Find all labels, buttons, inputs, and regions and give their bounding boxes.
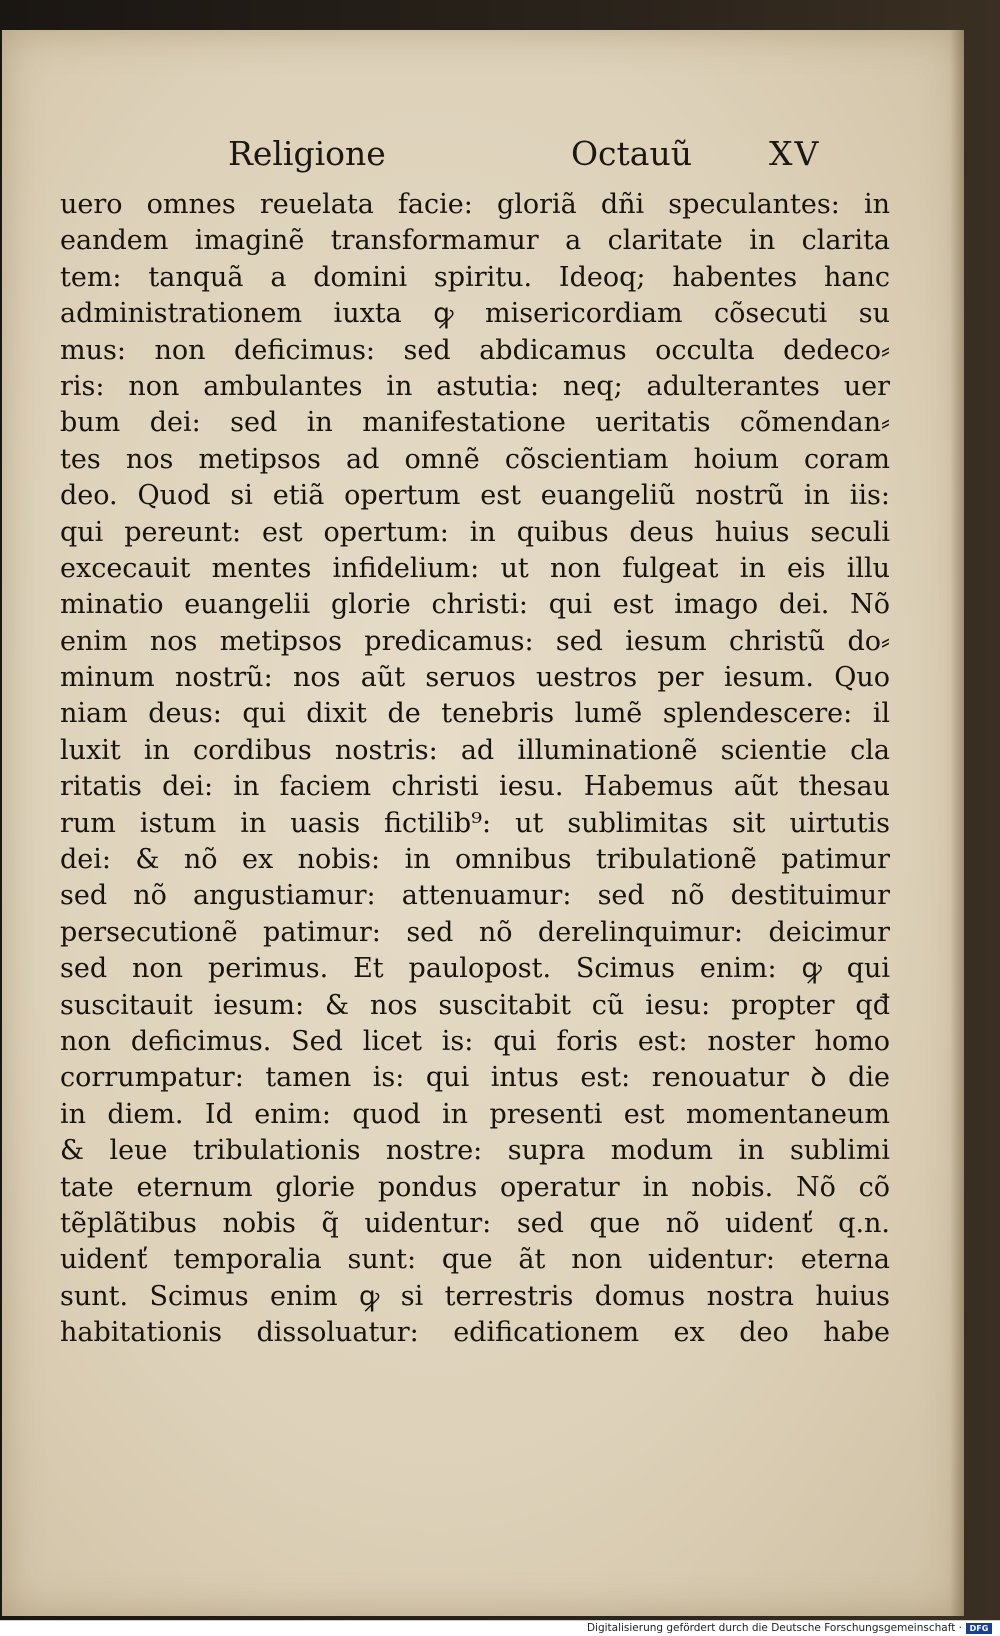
text-block (60, 187, 890, 1352)
text-line: ris: non ambulantes in astutia: neq; adulterantes uer (60, 370, 890, 402)
text-line: persecutionẽ patimur: sed nõ derelinquimur: deicimur (60, 916, 890, 948)
text-line: deo. Quod si etiã opertum est euangeliũ nostrũ in iis: (60, 480, 890, 512)
text-line: & leue tribulationis nostre: supra modum in sublimi (60, 1135, 890, 1167)
text-line: eandem imaginẽ transformamur a claritate in clarita (60, 225, 890, 257)
text-line: dei: & nõ ex nobis: in omnibus tribulationẽ patimur (60, 844, 890, 876)
text-line: sed non perimus. Et paulopost. Scimus enim: ꝙ qui (60, 953, 890, 985)
text-line: habitationis dissoluatur: edificationem ex deo habe (60, 1317, 890, 1349)
digitization-footer (0, 1620, 1000, 1636)
text-line: minum nostrũ: nos aũt seruos uestros per iesum. Quo (60, 662, 890, 694)
text-line: tes nos metipsos ad omnẽ cõscientiam hoium coram (60, 443, 890, 475)
running-head-center: Octauũ (571, 134, 692, 173)
text-line: in diem. Id enim: quod in presenti est momentaneum (60, 1098, 890, 1130)
text-line: mus: non deficimus: sed abdicamus occulta dedeco⸗ (60, 334, 890, 366)
folio-number: XV (769, 134, 821, 173)
text-line: bum dei: sed in manifestatione ueritatis cõmendan⸗ (60, 407, 890, 439)
book-page (2, 30, 964, 1616)
text-line: enim nos metipsos predicamus: sed iesum christũ do⸗ (60, 625, 890, 657)
text-line: administrationem iuxta ꝙ misericordiam cõsecuti su (60, 298, 890, 330)
text-line: sunt. Scimus enim ꝙ si terrestris domus nostra huius (60, 1280, 890, 1312)
text-line: uero omnes reuelata facie: gloriã dñi speculantes: in (60, 189, 890, 220)
text-line: non deficimus. Sed licet is: qui foris est: noster homo (60, 1025, 890, 1057)
text-line: sed nõ angustiamur: attenuamur: sed nõ destituimur (60, 880, 890, 912)
text-line: qui pereunt: est opertum: in quibus deus huius seculi (60, 516, 890, 548)
text-line: tem: tanquã a domini spiritu. Ideoq; habentes hanc (60, 261, 890, 293)
text-line: corrumpatur: tamen is: qui intus est: renouatur ꝺ die (60, 1062, 890, 1094)
text-line: rum istum in uasis fictilib⁹: ut sublimitas sit uirtutis (60, 807, 890, 839)
text-line: suscitauit iesum: & nos suscitabit cũ iesu: propter qđ (60, 989, 890, 1021)
running-head (2, 134, 964, 180)
text-line: tẽplãtibus nobis q̃ uidentur: sed que nõ uidenť q.n. (60, 1207, 890, 1239)
text-line: uidenť temporalia sunt: que ãt non uidentur: eterna (60, 1244, 890, 1276)
text-line: niam deus: qui dixit de tenebris lumẽ splendescere: il (60, 698, 890, 730)
funding-credit: Digitalisierung gefördert durch die Deutsche Forschungsgemeinschaft · (586, 1622, 962, 1634)
text-line: excecauit mentes infidelium: ut non fulgeat in eis illu (60, 552, 890, 584)
dfg-logo: DFG (966, 1623, 992, 1634)
text-line: luxit in cordibus nostris: ad illuminationẽ scientie cla (60, 734, 890, 766)
text-line: minatio euangelii glorie christi: qui est imago dei. Nõ (60, 589, 890, 621)
page-edge-shadow (950, 30, 964, 1616)
text-line: ritatis dei: in faciem christi iesu. Habemus aũt thesau (60, 771, 890, 803)
text-line: tate eternum glorie pondus operatur in nobis. Nõ cõ (60, 1171, 890, 1203)
running-head-left: Religione (228, 134, 386, 173)
